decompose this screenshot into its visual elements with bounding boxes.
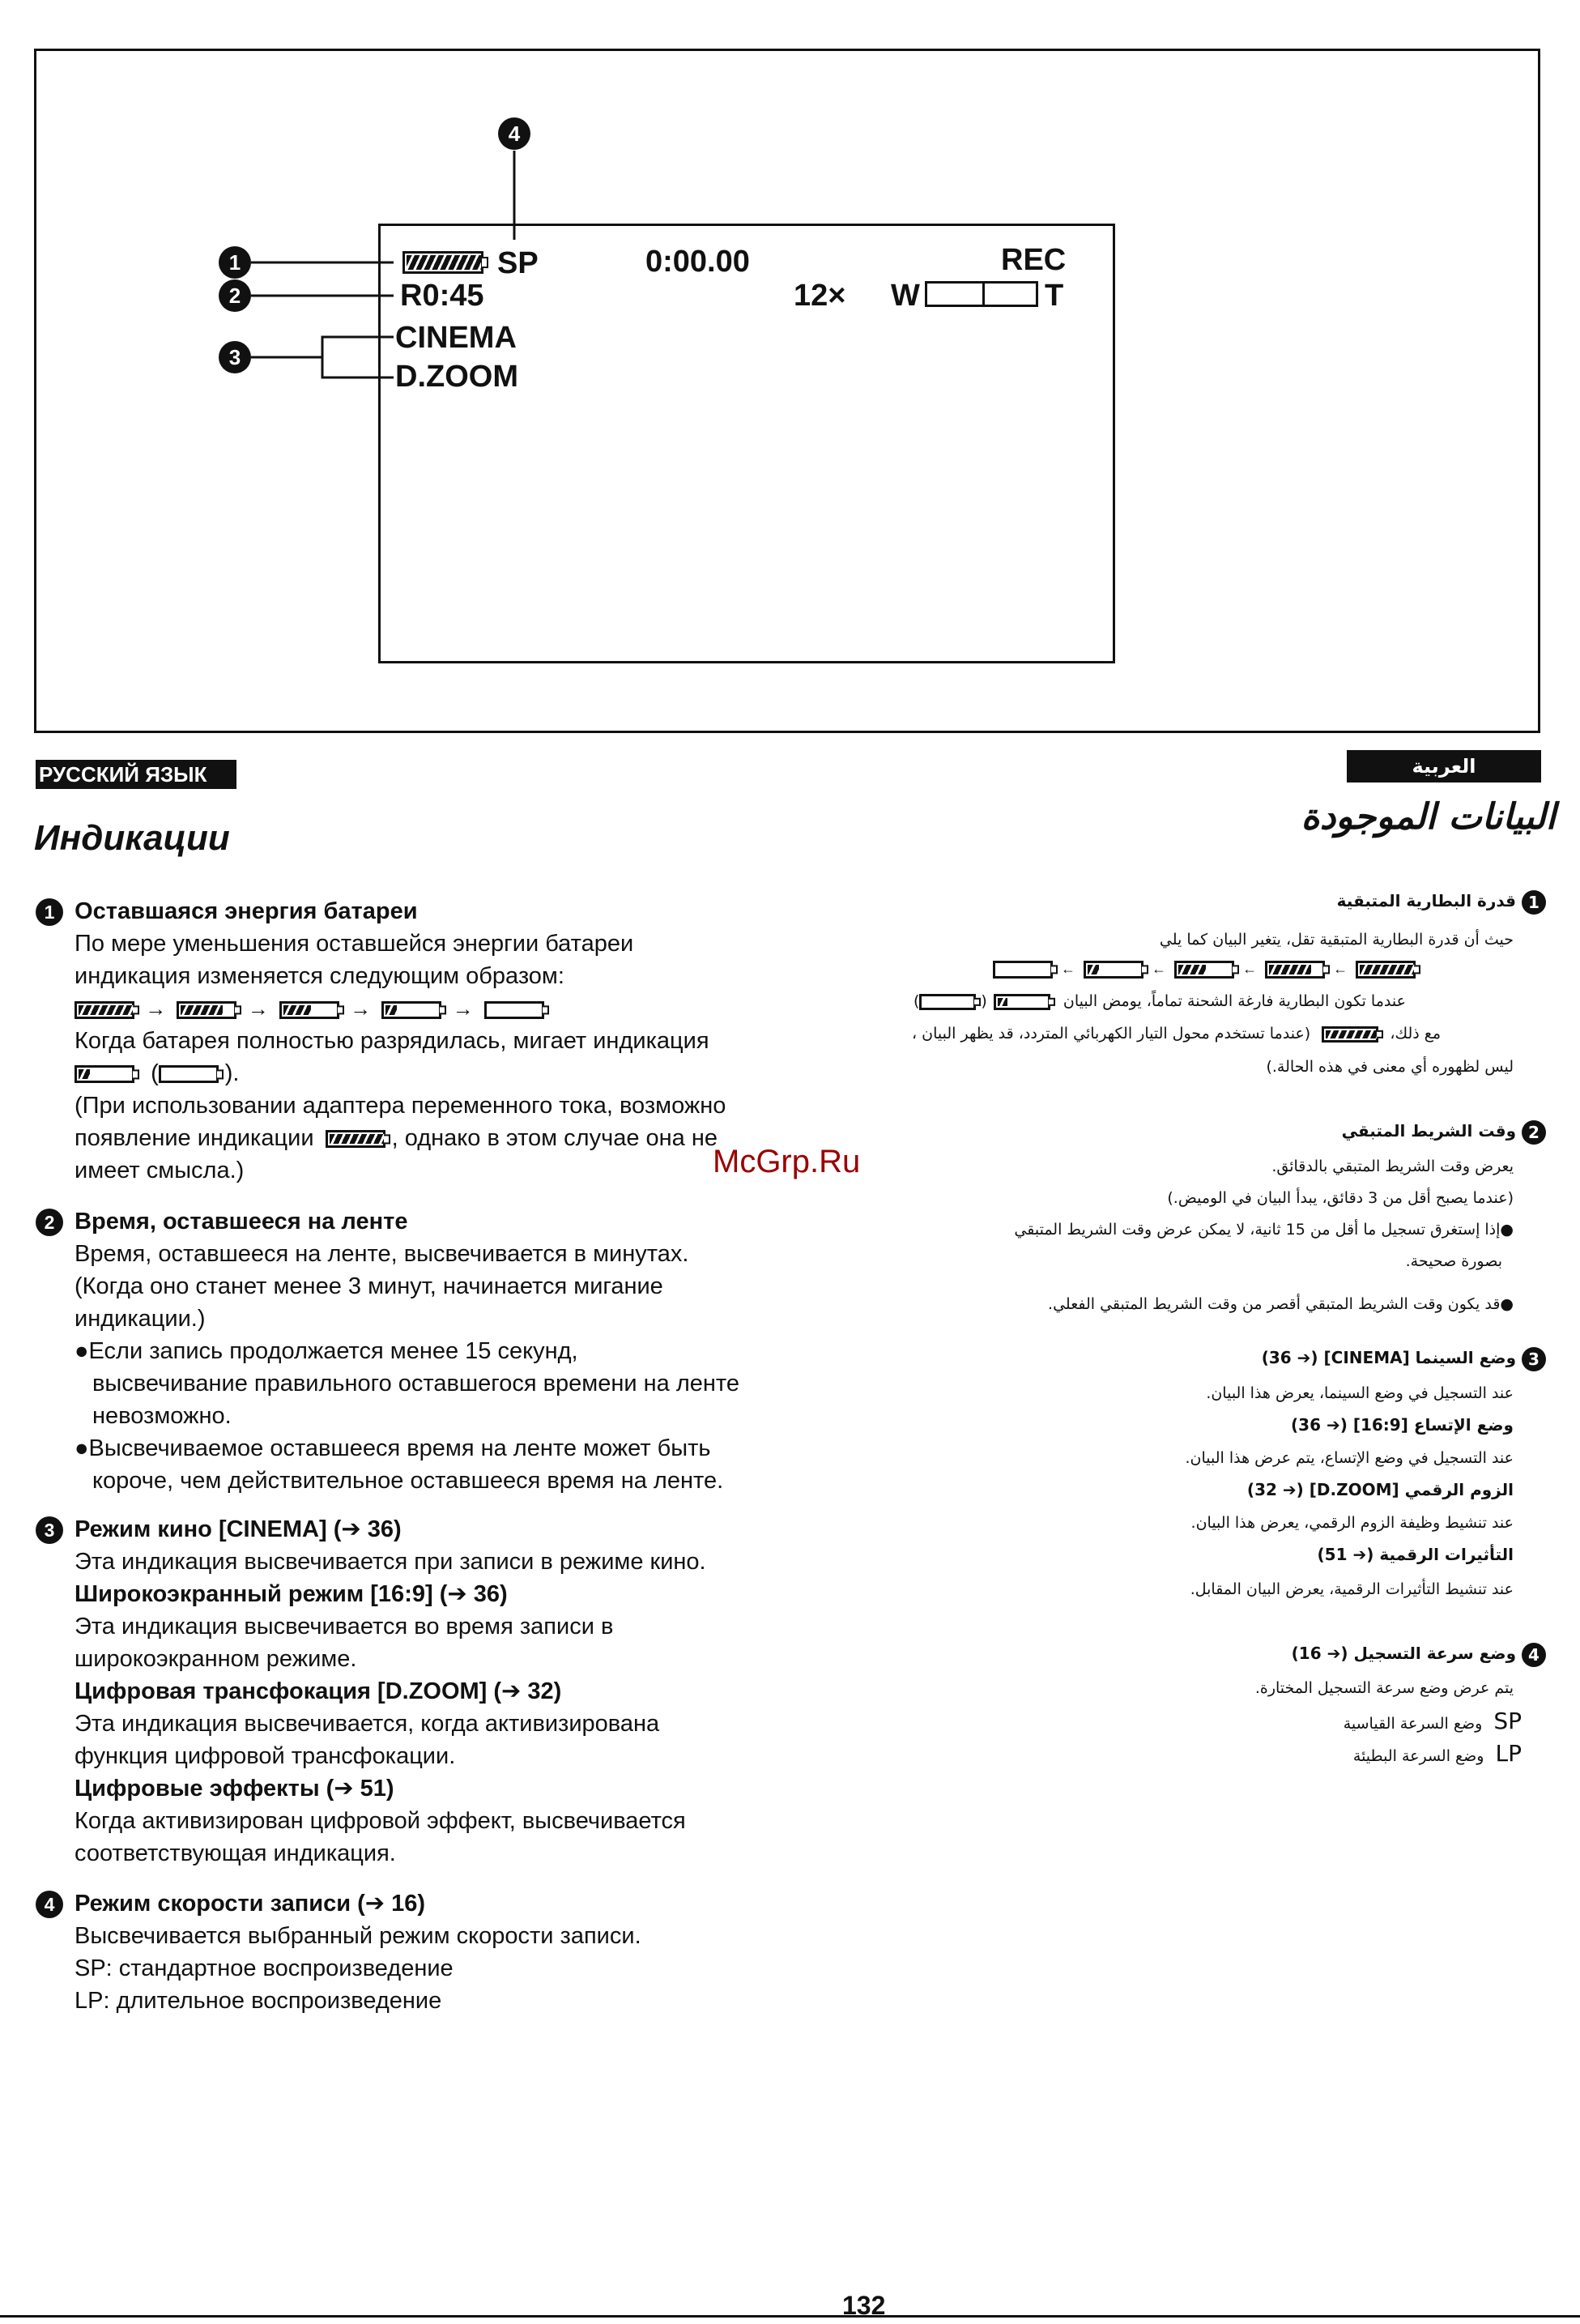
- ru-s3-subheading: Цифровая трансфокация [D.ZOOM] (➔ 32): [75, 1678, 562, 1704]
- ar-s3-text: عند تنشيط التأثيرات الرقمية، يعرض البيان المقابل.: [1190, 1580, 1514, 1598]
- battery-full-icon: [402, 251, 483, 274]
- battery-low-icon: [1084, 961, 1143, 979]
- ru-s1-number: 1: [36, 898, 63, 926]
- callout-1: 1: [219, 246, 251, 279]
- ar-s1-heading: 1 قدرة البطارية المتبقية: [1337, 888, 1546, 915]
- osd-mode: SP: [497, 246, 539, 280]
- ar-s3-text: عند التسجيل في وضع الإتساع، يتم عرض هذا البيان.: [1185, 1449, 1514, 1467]
- ar-s2-number: 2: [1522, 1120, 1546, 1145]
- arrow-icon: ←: [1242, 961, 1258, 977]
- ru-s2-number: 2: [36, 1209, 63, 1236]
- osd-zoom: 12×: [794, 279, 846, 313]
- ar-s1-ac-line: ، مع ذلك، (عندما تستخدم محول التيار الكهربائي المتردد، قد يظهر البيان: [912, 1025, 1442, 1043]
- ru-s1-text: индикация изменяется следующим образом:: [75, 963, 564, 989]
- battery-empty-icon: [159, 1065, 219, 1083]
- battery-full-icon: [1322, 1026, 1378, 1043]
- ru-battery-sequence: [75, 996, 544, 1021]
- russian-page-title: Индикации: [34, 818, 230, 858]
- arrow-icon: →: [247, 996, 269, 1021]
- ar-s2-text: يعرض وقت الشريط المتبقي بالدقائق.: [1271, 1158, 1514, 1175]
- ar-s1-text: حيث أن قدرة البطارية المتبقية تقل، يتغير البيان كما يلي: [1159, 931, 1514, 949]
- battery-full-icon: [75, 1001, 134, 1019]
- arrow-icon: ←: [1152, 961, 1167, 977]
- ru-s1-text: имеет смысла.): [75, 1158, 245, 1183]
- callout-4: 4: [498, 117, 530, 150]
- arrow-icon: →: [350, 996, 372, 1021]
- ar-battery-sequence: [993, 961, 1416, 979]
- ru-s1-ac-line: появление индикации , однако в этом случае она не: [75, 1125, 718, 1151]
- ru-s1-text: Когда батарея полностью разрядилась, мигает индикация: [75, 1028, 709, 1054]
- ru-s2-bullet: невозможно.: [92, 1403, 232, 1429]
- ru-s3-subheading: Цифровые эффекты (➔ 51): [75, 1776, 394, 1802]
- watermark: McGrp.Ru: [713, 1144, 861, 1179]
- ru-s2-text: индикации.): [75, 1306, 206, 1332]
- ru-s1-text: По мере уменьшения оставшейся энергии батареи: [75, 931, 634, 957]
- russian-language-label: РУССКИЙ ЯЗЫК: [36, 760, 236, 789]
- battery-full-icon: [326, 1130, 385, 1148]
- ru-s3-text: соответствующая индикация.: [75, 1840, 396, 1866]
- ru-s4-number: 4: [36, 1891, 63, 1918]
- battery-empty-icon: [484, 1001, 544, 1019]
- ru-s3-text: Эта индикация высвечивается, когда активизирована: [75, 1711, 660, 1737]
- ru-s4-text: Высвечивается выбранный режим скорости записи.: [75, 1923, 641, 1949]
- ar-s2-bullet: ●إذا إستغرق تسجيل ما أقل من 15 ثانية، لا يمكن عرض وقت الشريط المتبقي: [1014, 1221, 1514, 1239]
- ru-s2-bullet: ●Если запись продолжается менее 15 секунд,: [75, 1338, 578, 1364]
- battery-full-icon: [1356, 961, 1416, 979]
- osd-rec: REC: [1001, 243, 1067, 277]
- ru-s2-bullet: короче, чем действительное оставшееся время на ленте.: [92, 1468, 724, 1494]
- ar-s4-lp-line: وضع السرعة البطيئة LP: [1352, 1740, 1522, 1767]
- page-number: 132: [842, 2291, 886, 2320]
- ru-s2-text: Время, оставшееся на ленте, высвечивается в минутах.: [75, 1241, 689, 1267]
- ru-s2-heading: 2 Время, оставшееся на ленте: [36, 1205, 407, 1238]
- ru-s3-text: Когда активизирован цифровой эффект, высвечивается: [75, 1808, 686, 1834]
- ru-s3-heading: 3 Режим кино [CINEMA] (➔ 36): [36, 1513, 402, 1546]
- osd-remaining: R0:45: [400, 279, 484, 313]
- callout-3: 3: [219, 341, 251, 373]
- osd-cinema: CINEMA: [395, 321, 517, 355]
- battery-low-icon: [75, 1065, 134, 1083]
- arabic-page-title: البيانات الموجودة: [1301, 796, 1556, 838]
- osd-t: T: [1045, 279, 1064, 313]
- ar-s2-bullet: بصورة صحيحة.: [1405, 1252, 1502, 1270]
- ru-s2-bullet: ●Высвечиваемое оставшееся время на ленте может быть: [75, 1435, 711, 1461]
- ar-s3-text: عند التسجيل في وضع السينما، يعرض هذا البيان.: [1206, 1384, 1514, 1402]
- arrow-icon: →: [145, 996, 167, 1021]
- ar-s1-blink-line: ( ) عندما تكون البطارية فارغة الشحنة تماماً، يومض البيان: [914, 992, 1406, 1010]
- ru-s3-text: широкоэкранном режиме.: [75, 1646, 357, 1672]
- ar-s3-subheading: الزوم الرقمي [D.ZOOM] (➔ 32): [1246, 1480, 1514, 1499]
- ar-s3-subheading: التأثيرات الرقمية (➔ 51): [1317, 1545, 1514, 1564]
- arabic-language-label: العربية: [1347, 750, 1541, 782]
- battery-low-icon: [994, 994, 1050, 1010]
- ar-s2-bullet: ●قد يكون وقت الشريط المتبقي أقصر من وقت الشريط المتبقي الفعلي.: [1048, 1295, 1514, 1313]
- ar-s3-number: 3: [1522, 1347, 1546, 1371]
- ar-s3-text: عند تنشيط وظيفة الزوم الرقمي، يعرض هذا البيان.: [1190, 1514, 1514, 1532]
- battery-medium-icon: [279, 1001, 339, 1019]
- ar-s2-heading: 2 وقت الشريط المتبقي: [1342, 1118, 1546, 1145]
- ar-s3-subheading: وضع الإتساع [16:9] (➔ 36): [1291, 1415, 1514, 1435]
- battery-empty-icon: [993, 961, 1053, 979]
- osd-dzoom: D.ZOOM: [395, 360, 518, 394]
- ar-s3-heading: 3 وضع السينما [CINEMA] (➔ 36): [1262, 1345, 1546, 1371]
- ru-s2-text: (Когда оно станет менее 3 минут, начинается мигание: [75, 1273, 663, 1299]
- arrow-icon: ←: [1333, 961, 1348, 977]
- battery-low-icon: [381, 1001, 441, 1019]
- ar-s4-heading: 4 وضع سرعة التسجيل (➔ 16): [1292, 1640, 1546, 1667]
- ru-s4-heading: 4 Режим скорости записи (➔ 16): [36, 1887, 425, 1920]
- ru-s2-bullet: высвечивание правильного оставшегося времени на ленте: [92, 1371, 739, 1397]
- battery-high-icon: [1265, 961, 1325, 979]
- ru-s3-text: Эта индикация высвечивается при записи в режиме кино.: [75, 1549, 706, 1575]
- ar-s4-text: يتم عرض وضع سرعة التسجيل المختارة.: [1254, 1679, 1514, 1697]
- ar-s1-number: 1: [1522, 890, 1546, 915]
- ru-s1-text: (При использовании адаптера переменного тока, возможно: [75, 1093, 726, 1119]
- zoom-bar: [925, 281, 1038, 307]
- ru-s4-text: LP: длительное воспроизведение: [75, 1988, 442, 2014]
- battery-empty-icon: [919, 994, 976, 1010]
- osd-time: 0:00.00: [645, 245, 750, 279]
- ru-s3-number: 3: [36, 1516, 63, 1544]
- ru-s3-text: функция цифровой трансфокации.: [75, 1743, 456, 1769]
- ru-s1-heading: 1 Оставшаяся энергия батареи: [36, 895, 418, 927]
- battery-medium-icon: [1174, 961, 1234, 979]
- ar-s4-sp-line: وضع السرعة القياسية SP: [1343, 1708, 1522, 1734]
- ru-s3-subheading: Широкоэкранный режим [16:9] (➔ 36): [75, 1581, 508, 1607]
- ar-s4-number: 4: [1522, 1643, 1546, 1667]
- osd-w: W: [891, 279, 920, 313]
- ar-s2-text: (عندما يصبح أقل من 3 دقائق، يبدأ البيان في الوميض.): [1167, 1189, 1514, 1207]
- callout-2: 2: [219, 279, 251, 312]
- ar-s1-text: ليس لظهوره أي معنى في هذه الحالة.): [1266, 1058, 1514, 1076]
- bottom-rule: [0, 2315, 1580, 2318]
- arrow-icon: ←: [1061, 961, 1076, 977]
- battery-high-icon: [177, 1001, 236, 1019]
- arrow-icon: →: [452, 996, 474, 1021]
- ru-s3-text: Эта индикация высвечивается во время записи в: [75, 1614, 614, 1640]
- ru-s1-blink-line: ( ).: [75, 1057, 239, 1090]
- ru-s4-text: SP: стандартное воспроизведение: [75, 1955, 454, 1981]
